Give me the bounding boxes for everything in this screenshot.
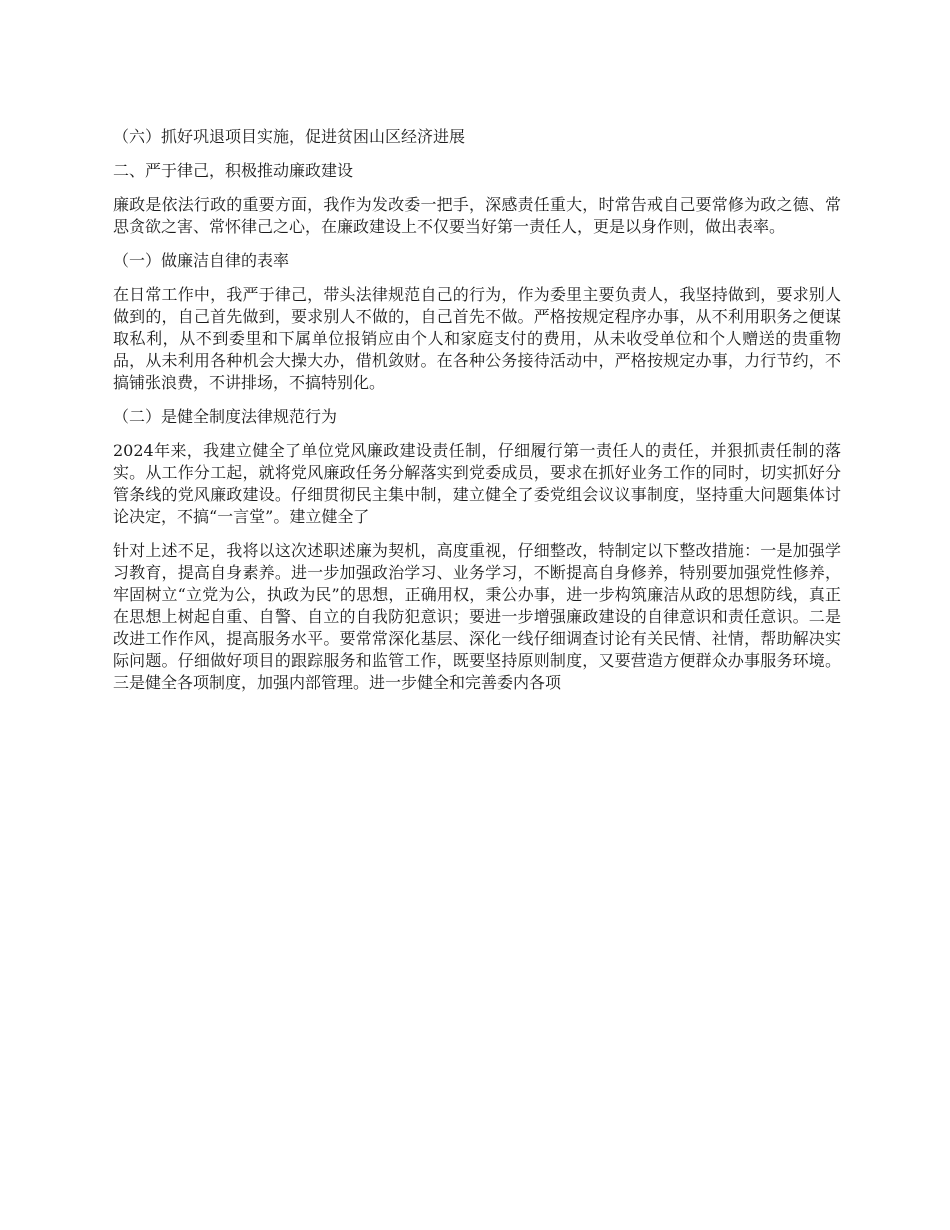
- paragraph-self-discipline: 在日常工作中，我严于律己，带头法律规范自己的行为，作为委里主要负责人，我坚持做到，要求别人做到的，自己首先做到，要求别人不做的，自己首先不做。严格按规定程序办事，从不利用职务之便谋取私利，从不到委里和下属单位报销应由个人和家庭支付的费用，从未收受单位和个人赠送的贵重物品，从未利用各种机会大操大办，借机敛财。在各种公务接待活动中，严格按规定办事，力行节约，不搞铺张浪费，不讲排场，不搞特别化。: [113, 285, 841, 392]
- section-heading-two: 二、严于律己，积极推动廉政建设: [113, 161, 354, 180]
- paragraph-rectification: 针对上述不足，我将以这次述职述廉为契机，高度重视，仔细整改，特制定以下整改措施：一是加强学习教育，提高自身素养。进一步加强政治学习、业务学习，不断提高自身修养，特别要加强党性修养，牢固树立“立党为公，执政为民”的思想，正确用权，秉公办事，进一步构筑廉洁从政的思想防线，真正在思想上树起自重、自警、自立的自我防犯意识；要进一步增强廉政建设的自律意识和责任意识。二是改进工作作风，提高服务水平。要常常深化基层、深化一线仔细调查讨论有关民情、社情，帮助解决实际问题。仔细做好项目的跟踪服务和监管工作，既要坚持原则制度，又要营造方便群众办事服务环境。三是健全各项制度，加强内部管理。进一步健全和完善委内各项: [113, 541, 841, 692]
- paragraph-integrity-intro: 廉政是依法行政的重要方面，我作为发改委一把手，深感责任重大，时常告戒自己要常修为政之德、常思贪欲之害、常怀律己之心，在廉政建设上不仅要当好第一责任人，更是以身作则，做出表率。: [113, 195, 841, 236]
- subheading-one: （一）做廉洁自律的表率: [113, 251, 290, 270]
- section-heading-six: （六）抓好巩退项目实施，促进贫困山区经济进展: [113, 127, 466, 146]
- document-page: [113, 126, 841, 706]
- subheading-two: （二）是健全制度法律规范行为: [113, 407, 338, 426]
- paragraph-system-building: 2024年来，我建立健全了单位党风廉政建设责任制，仔细履行第一责任人的责任，并狠抓责任制的落实。从工作分工起，就将党风廉政任务分解落实到党委成员，要求在抓好业务工作的同时，切实抓好分管条线的党风廉政建设。仔细贯彻民主集中制，建立健全了委党组会议议事制度，坚持重大问题集体讨论决定，不搞“一言堂”。建立健全了: [113, 441, 841, 526]
